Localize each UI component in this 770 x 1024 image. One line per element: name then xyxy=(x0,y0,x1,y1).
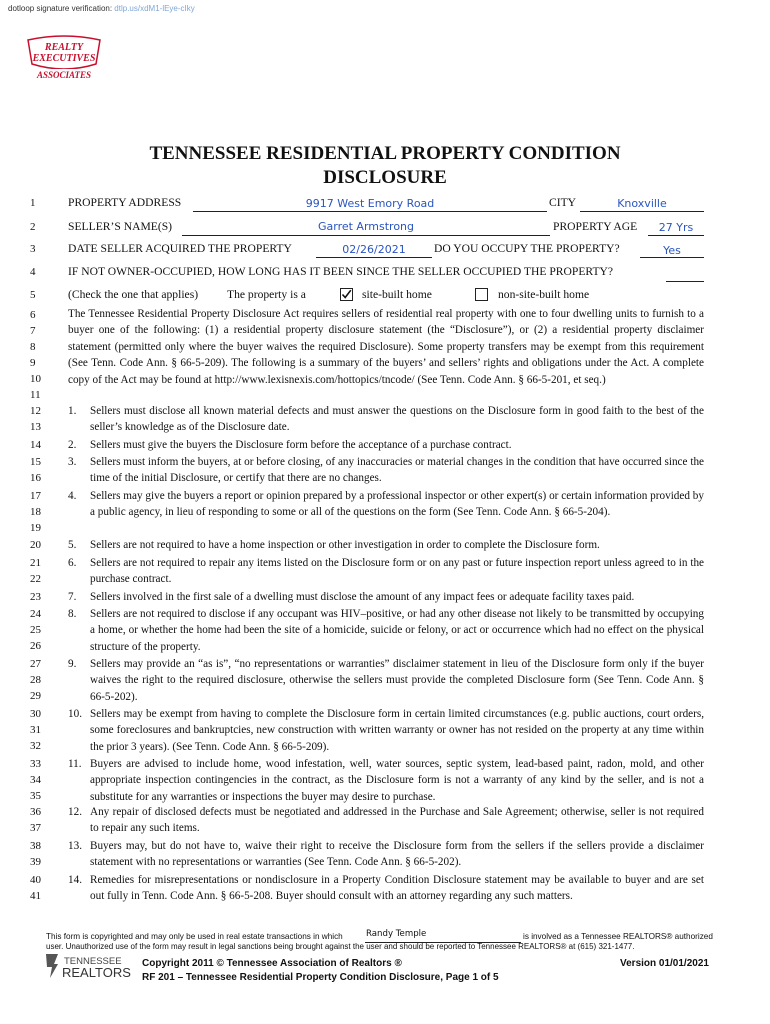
line-number: 21 xyxy=(30,557,41,569)
list-item xyxy=(68,872,704,905)
list-item xyxy=(68,706,704,755)
copyright-line: Copyright 2011 © Tennessee Association of Realtors ® xyxy=(142,958,402,969)
logo-realtors: REALTORS xyxy=(62,965,131,980)
sellers-name-value: Garret Armstrong xyxy=(317,220,415,233)
signature-verification xyxy=(8,4,195,13)
non-site-built-label: non-site-built home xyxy=(498,288,590,301)
item-text: Sellers may provide an “as is”, “no representations or warranties” disclaimer statement in lieu of the Disclosure form only if the buyer waives the right to the required disclosure, otherwise the sellers must provide the completed Disclosure form (See Tenn. Code Ann. § 66-5-202). xyxy=(90,658,704,703)
item-text: Sellers are not required to disclose if any occupant was HIV–positive, or had any other disease not likely to be transmitted by occupying a home, or whether the home had been the site of a homicide, suicide or felony, or act or occurrence which had no effect on the physical structure of the property. xyxy=(90,608,704,653)
line-number: 20 xyxy=(30,539,41,551)
list-item xyxy=(68,437,704,453)
not-occupied-field[interactable] xyxy=(666,265,704,282)
licensee-value: Randy Temple xyxy=(366,929,427,939)
version-label: Version 01/01/2021 xyxy=(620,958,709,969)
form-name: RF 201 – Tennessee Residential Property Condition Disclosure, Page 1 of 5 xyxy=(142,972,499,983)
line-number: 7 xyxy=(30,325,36,337)
line-number: 39 xyxy=(30,856,41,868)
item-number: 3. xyxy=(68,456,77,468)
line-number: 6 xyxy=(30,309,36,321)
line-number: 25 xyxy=(30,624,41,636)
list-item xyxy=(68,838,704,871)
item-text: Sellers are not required to repair any items listed on the Disclosure form or on any past or future inspection report unless agreed to in the purchase contract. xyxy=(90,557,704,586)
item-text: Remedies for misrepresentations or nondisclosure in a Property Condition Disclosure statement may be available to buyer and are set out fully in Tenn. Code Ann. § 66-5-208. Buyer should consult with an attorney regarding any such matters. xyxy=(90,874,704,903)
line-number: 8 xyxy=(30,341,36,353)
site-built-checkbox[interactable] xyxy=(340,288,353,301)
line-number: 18 xyxy=(30,506,41,518)
item-text: Buyers are advised to include home, wood infestation, well, water sources, septic system, lead-based paint, radon, mold, and other appropriate inspection contingencies in the contract, as the Disclosure form is not a warranty of any kind by the seller, and is not a substitute for any warranties or inspections the buyer may desire to purchase. xyxy=(90,758,704,803)
line-number: 40 xyxy=(30,874,41,886)
occupy-value: Yes xyxy=(663,244,681,257)
intro-paragraph: The Tennessee Residential Property Disclosure Act requires sellers of residential real property with one to four dwelling units to furnish to a buyer one of the following: (1) a residential property disclosure statement (the “Disclosure”), or (2) a residential property disclaimer statement (permitted only where the buyer waives the required Disclosure). Some property transfers may be exempt from this requirement (See Tenn. Code Ann. § 66-5-209). The following is a summary of the buyers’ and sellers’ rights and obligations under the Act. A complete copy of the Act may be found at http://www.lexisnexis.com/hottopics/tncode/ (See Tenn. Code Ann. § 66-5-201, et seq.) xyxy=(68,308,704,386)
line-number: 32 xyxy=(30,740,41,752)
item-number: 12. xyxy=(68,806,82,818)
list-item xyxy=(68,537,704,553)
list-item xyxy=(68,555,704,588)
item-text: Sellers involved in the first sale of a dwelling must disclose the amount of any impact fees or adequate facility taxes paid. xyxy=(90,591,635,603)
item-number: 13. xyxy=(68,840,82,852)
logo-line3: ASSOCIATES xyxy=(36,70,92,80)
list-item xyxy=(68,454,704,487)
list-item xyxy=(68,403,704,436)
property-address-label: PROPERTY ADDRESS xyxy=(68,196,182,209)
not-occupied-label: IF NOT OWNER-OCCUPIED, HOW LONG HAS IT BEEN SINCE THE SELLER OCCUPIED THE PROPERTY? xyxy=(68,265,614,278)
city-value: Knoxville xyxy=(617,197,667,210)
list-item xyxy=(68,656,704,705)
line-number: 31 xyxy=(30,724,41,736)
list-item xyxy=(68,488,704,521)
line-number: 4 xyxy=(30,266,36,278)
logo-line2: EXECUTIVES xyxy=(32,53,96,64)
line-number: 28 xyxy=(30,674,41,686)
date-acquired-value: 02/26/2021 xyxy=(342,243,406,256)
occupy-label: DO YOU OCCUPY THE PROPERTY? xyxy=(434,242,620,255)
item-number: 5. xyxy=(68,539,77,551)
item-number: 7. xyxy=(68,591,77,603)
item-text: Sellers must disclose all known material defects and must answer the questions on the Disclosure form in good faith to the best of the seller’s knowledge as of the Disclosure date. xyxy=(90,405,704,434)
line-number: 41 xyxy=(30,890,41,902)
line-number: 27 xyxy=(30,658,41,670)
item-number: 4. xyxy=(68,490,77,502)
property-age-value: 27 Yrs xyxy=(658,221,694,234)
line-number: 37 xyxy=(30,822,41,834)
list-item xyxy=(68,756,704,805)
line-number: 13 xyxy=(30,421,41,433)
item-number: 1. xyxy=(68,405,77,417)
line-number: 2 xyxy=(30,221,36,233)
item-number: 2. xyxy=(68,439,77,451)
list-item xyxy=(68,589,704,605)
footer-copyright-notice-b: is involved as a Tennessee REALTORS® authorized xyxy=(523,932,713,941)
line-number: 30 xyxy=(30,708,41,720)
item-number: 8. xyxy=(68,608,77,620)
line-number: 34 xyxy=(30,774,41,786)
line-number: 1 xyxy=(30,197,36,209)
item-text: Any repair of disclosed defects must be negotiated and addressed in the Purchase and Sale Agreement; otherwise, seller is not required to repair any such items. xyxy=(90,806,704,835)
date-acquired-label: DATE SELLER ACQUIRED THE PROPERTY xyxy=(68,242,292,255)
line-number: 38 xyxy=(30,840,41,852)
line-number: 12 xyxy=(30,405,41,417)
line-number: 16 xyxy=(30,472,41,484)
property-age-label: PROPERTY AGE xyxy=(553,220,638,233)
city-label: CITY xyxy=(549,196,577,209)
item-text: Buyers may, but do not have to, waive their right to receive the Disclosure form from the sellers if the sellers provide a disclaimer statement with no representations or warranties (See Tenn. Code Ann. § 66-5-202). xyxy=(90,840,704,869)
property-address-value: 9917 West Emory Road xyxy=(305,197,435,210)
non-site-built-checkbox[interactable] xyxy=(475,288,488,301)
item-text: Sellers may be exempt from having to complete the Disclosure form in certain limited circumstances (e.g. public auctions, court orders, some foreclosures and bankruptcies, new construction with written warranty or owner has not resided on the property at any time within the prior 3 years). (See Tenn. Code Ann. § 66-5-209). xyxy=(90,708,704,753)
title-line1: TENNESSEE RESIDENTIAL PROPERTY CONDITION xyxy=(149,143,621,164)
verification-link[interactable]: dtlp.us/xdM1-lEye-cIky xyxy=(114,4,195,13)
line-number: 29 xyxy=(30,690,41,702)
verification-label: dotloop signature verification: xyxy=(8,4,113,13)
logo-tennessee: TENNESSEE xyxy=(64,956,122,967)
line-number: 14 xyxy=(30,439,41,451)
list-item xyxy=(68,804,704,837)
tennessee-realtors-logo xyxy=(44,950,134,980)
line-number: 26 xyxy=(30,640,41,652)
line-number: 5 xyxy=(30,289,36,301)
line-number: 10 xyxy=(30,373,41,385)
list-item xyxy=(68,606,704,655)
line-number: 3 xyxy=(30,243,36,255)
line-number: 22 xyxy=(30,573,41,585)
item-number: 11. xyxy=(68,758,82,770)
line-number: 9 xyxy=(30,357,36,369)
line-number: 15 xyxy=(30,456,41,468)
item-text: Sellers are not required to have a home inspection or other investigation in order to complete the Disclosure form. xyxy=(90,539,600,551)
line-number: 19 xyxy=(30,522,41,534)
item-text: Sellers may give the buyers a report or opinion prepared by a professional inspector or other expert(s) or certain information provided by a public agency, in lieu of responding to some or all of the questions on the form (See Tenn. Code Ann. § 66-5-204). xyxy=(90,490,704,519)
line-number: 24 xyxy=(30,608,41,620)
line-number: 11 xyxy=(30,389,41,401)
item-text: Sellers must give the buyers the Disclosure form before the acceptance of a purchase contract. xyxy=(90,439,512,451)
footer-copyright-notice-a: This form is copyrighted and may only be used in real estate transactions in which xyxy=(46,932,343,941)
line-number: 36 xyxy=(30,806,41,818)
line-number: 35 xyxy=(30,790,41,802)
realty-executives-logo xyxy=(24,34,104,84)
item-text: Sellers must inform the buyers, at or before closing, of any inaccuracies or material changes in the condition that have occurred since the time of the initial Disclosure, or certify that there are no changes. xyxy=(90,456,704,485)
item-number: 9. xyxy=(68,658,77,670)
item-number: 14. xyxy=(68,874,82,886)
footer-copyright-notice-c: user. Unauthorized use of the form may result in legal sanctions being brought against the user and should be reported to Tennessee REALTORS® at (615) 321-1477. xyxy=(46,942,635,951)
item-number: 6. xyxy=(68,557,77,569)
page-title xyxy=(0,142,770,190)
logo-line1: REALTY xyxy=(44,42,84,53)
line-number: 33 xyxy=(30,758,41,770)
checkmark-icon xyxy=(341,289,352,300)
property-is-label: The property is a xyxy=(227,288,306,301)
title-line2: DISCLOSURE xyxy=(323,167,447,188)
item-number: 10. xyxy=(68,708,82,720)
sellers-name-label: SELLER’S NAME(S) xyxy=(68,220,173,233)
check-instruction: (Check the one that applies) xyxy=(68,288,199,301)
site-built-label: site-built home xyxy=(362,288,432,301)
line-number: 23 xyxy=(30,591,41,603)
line-number: 17 xyxy=(30,490,41,502)
